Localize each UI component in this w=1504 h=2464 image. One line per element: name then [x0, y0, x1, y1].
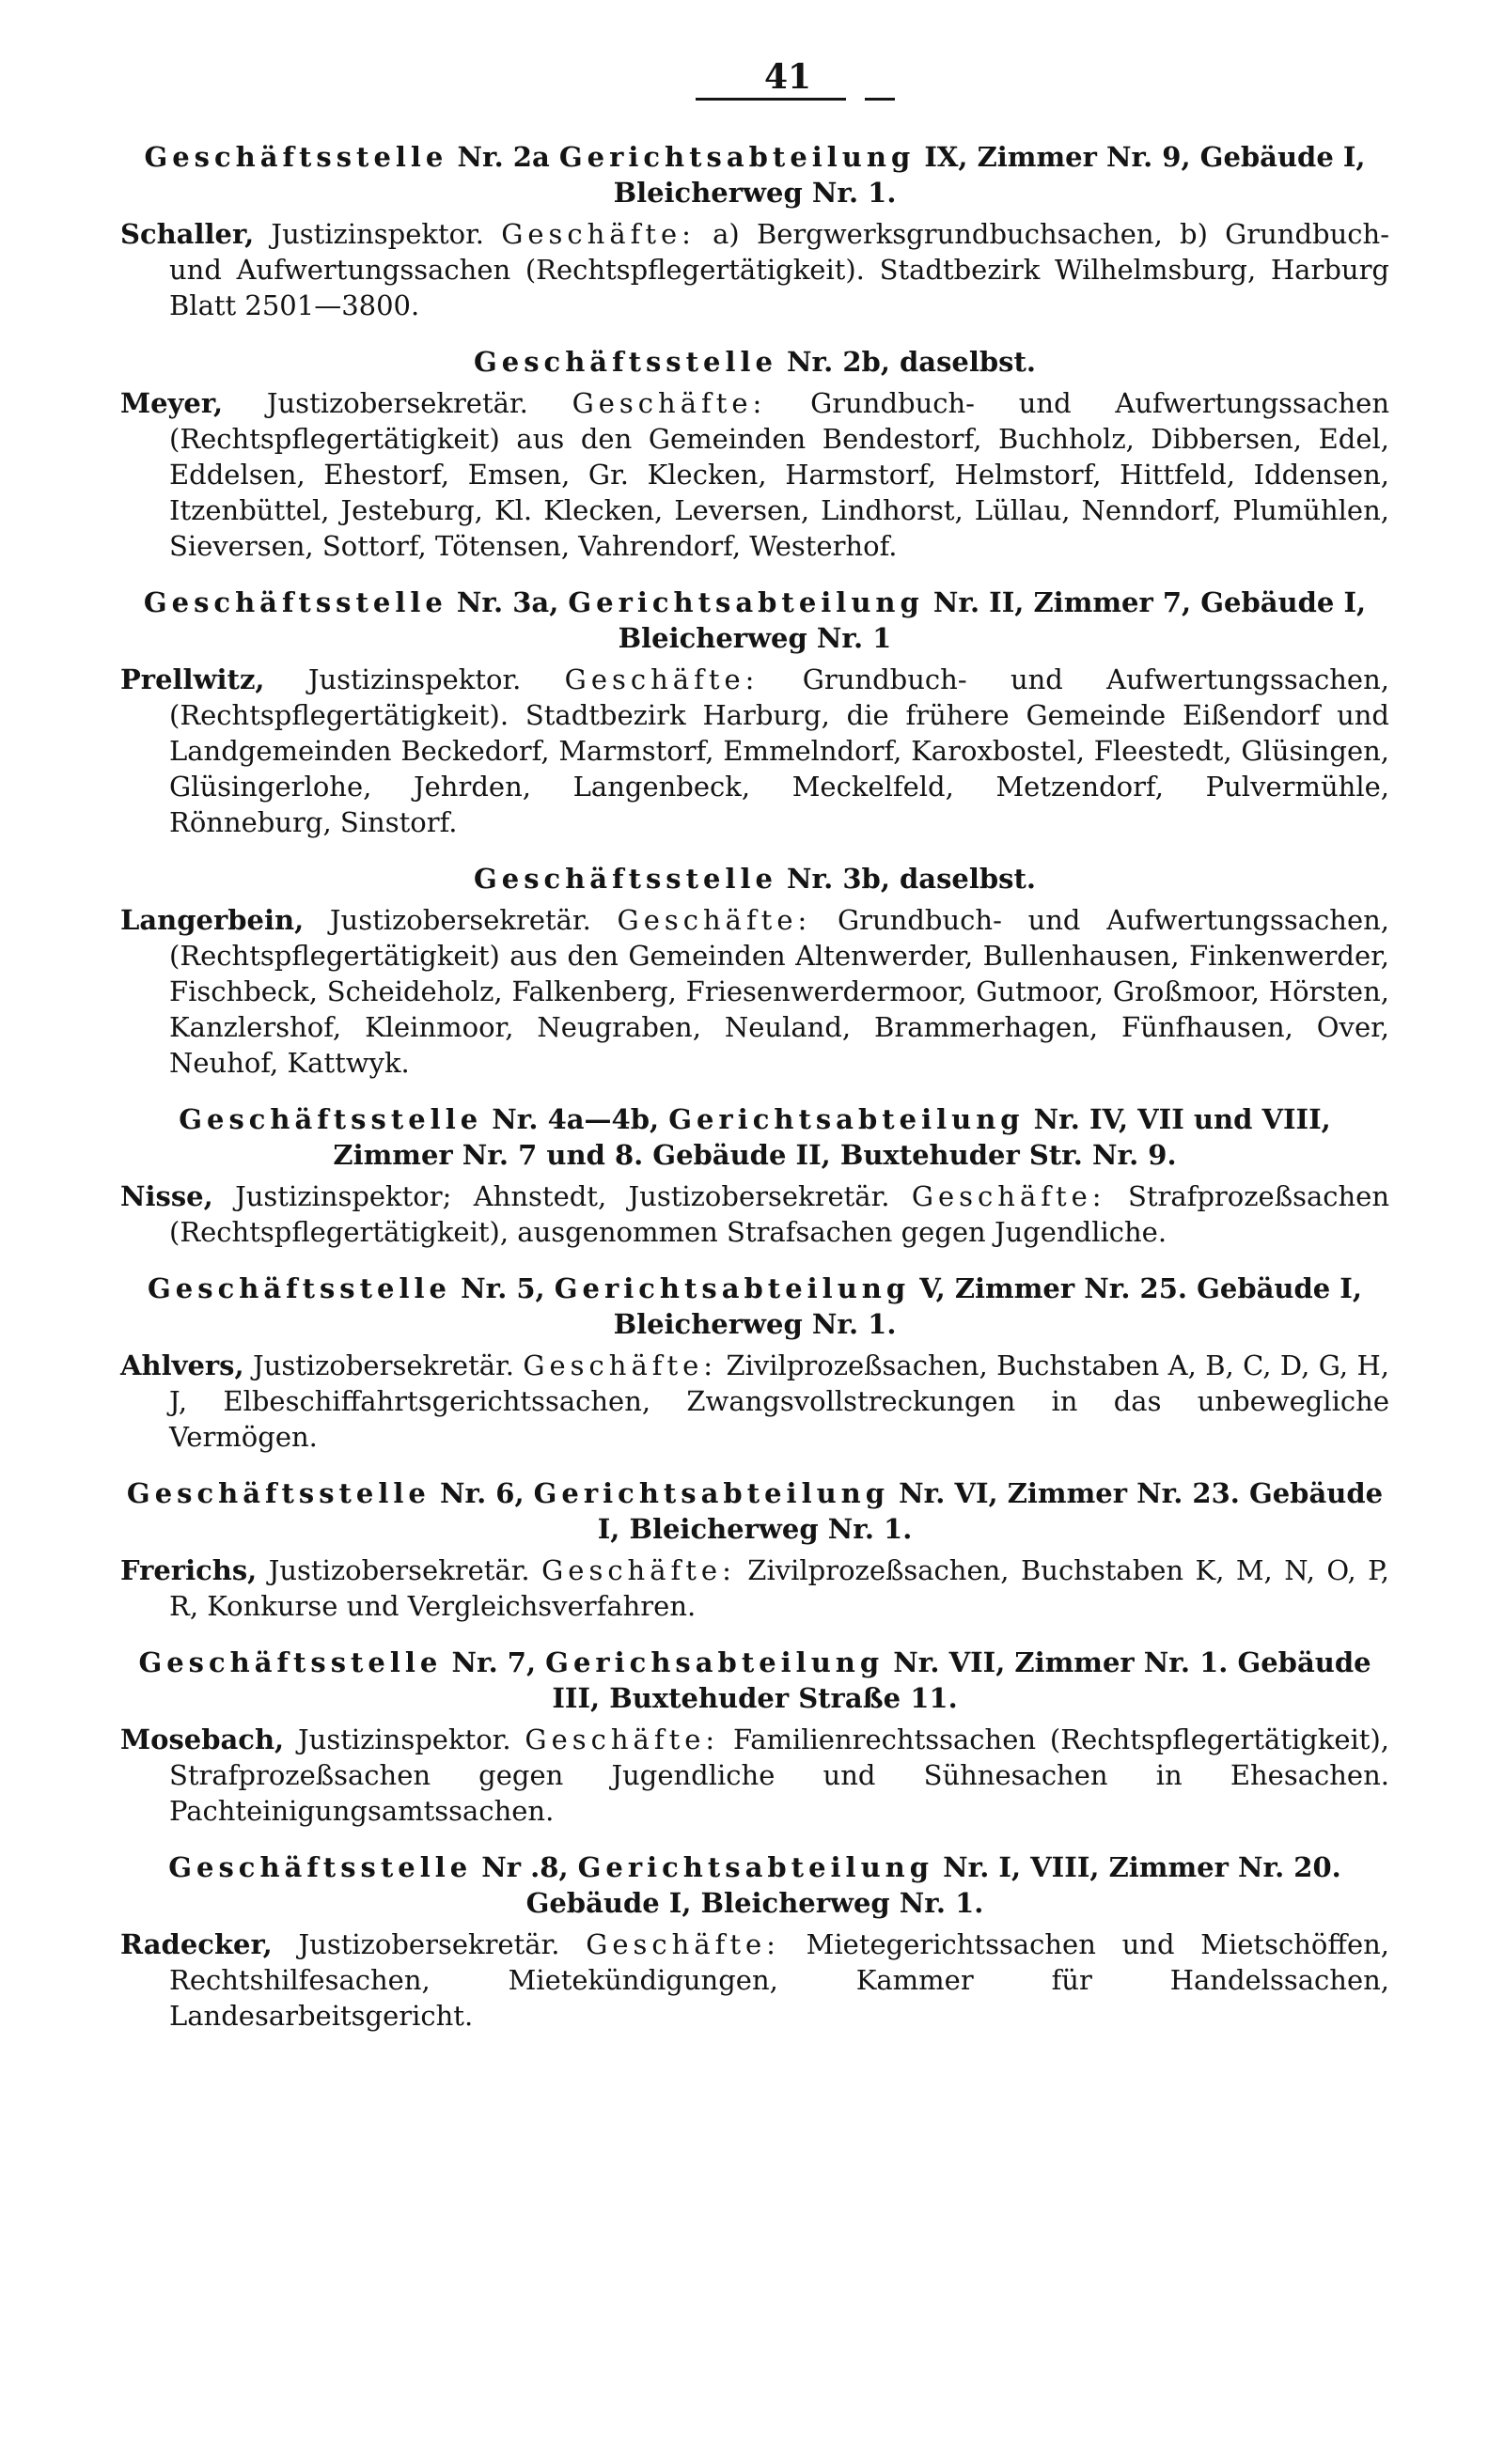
section-heading: [120, 1645, 1389, 1716]
staff-name: Radecker,: [120, 1928, 273, 1960]
section-office-7: [120, 1645, 1389, 1829]
heading-department-label: Gerichsabteilung: [545, 1646, 885, 1678]
heading-location: IX, Zimmer Nr. 9, Gebäude I, Bleicherweg Nr. 1.: [613, 141, 1366, 209]
heading-location: Nr. I, VIII, Zimmer Nr. 20. Gebäude I, Bleicherweg Nr. 1.: [525, 1851, 1341, 1919]
section-heading: [120, 1849, 1389, 1921]
duties-label: Geschäfte:: [586, 1928, 780, 1960]
heading-department-label: Gerichtsabteilung: [554, 1272, 911, 1304]
staff-entry: [120, 662, 1389, 840]
heading-department-label: Gerichtsabteilung: [668, 1103, 1025, 1135]
staff-name: Mosebach,: [120, 1723, 285, 1755]
duties-text: Grundbuch- und Aufwertungssachen, (Rechtspflegertätigkeit) aus den Gemeinden Altenwerder, Bullenhausen, Finkenwerder, Fischbeck, Scheideholz, Falkenberg, Friesenwerdermoor, Gutmoor, Großmoor, Hörsten, Kanzlershof, Kleinmoor, Neugraben, Neuland, Brammerhagen, Fünfhausen, Over, Neuhof, Kattwyk.: [169, 904, 1389, 1079]
heading-location: V, Zimmer Nr. 25. Gebäude I, Bleicherweg Nr. 1.: [613, 1272, 1362, 1340]
header-rule: [696, 98, 846, 101]
staff-entry: [120, 1552, 1389, 1624]
page-number: 41: [763, 57, 812, 97]
heading-location: Nr. VII, Zimmer Nr. 1. Gebäude III, Buxtehuder Straße 11.: [552, 1646, 1371, 1714]
heading-location: Nr. VI, Zimmer Nr. 23. Gebäude I, Bleicherweg Nr. 1.: [597, 1477, 1384, 1545]
section-heading: [120, 344, 1389, 380]
staff-title: Justizinspektor.: [264, 663, 565, 695]
section-office-6: [120, 1475, 1389, 1624]
header-rule-short: [865, 98, 895, 101]
heading-office-label: Geschäftsstelle: [126, 1477, 431, 1509]
section-heading: [120, 585, 1389, 656]
staff-entry: [120, 385, 1389, 564]
duties-text: Zivilprozeßsachen, Buchstaben K, M, N, O, P, R, Konkurse und Vergleichsverfahren.: [169, 1554, 1390, 1622]
duties-label: Geschäfte:: [564, 663, 760, 695]
duties-text: Grundbuch- und Aufwertungssachen, (Rechtspflegertätigkeit). Stadtbezirk Harburg, die frühere Gemeinde Eißendorf und Landgemeinden Beckedorf, Marmstorf, Emmelndorf, Karoxbostel, Fleestedt, Glüsingen, Glüsingerlohe, Jehrden, Langenbeck, Meckelfeld, Metzendorf, Pulvermühle, Rönneburg, Sinstorf.: [169, 663, 1389, 838]
heading-office-label: Geschäftsstelle: [168, 1851, 473, 1883]
heading-office-label: Geschäftsstelle: [148, 1272, 451, 1304]
section-office-3b: [120, 861, 1389, 1081]
heading-office-number: Nr. 7,: [442, 1646, 546, 1678]
section-office-2a: [120, 139, 1389, 323]
heading-office-number: Nr .8,: [472, 1851, 578, 1883]
heading-department-label: Gerichtsabteilung: [577, 1851, 934, 1883]
staff-entry: [120, 1178, 1389, 1250]
staff-title: Justizobersekretär.: [243, 1349, 524, 1381]
staff-entry: [120, 902, 1389, 1081]
duties-text: Zivilprozeßsachen, Buchstaben A, B, C, D, G, H, J, Elbeschiffahrtsgerichtssachen, Zwangsvollstreckungen in das unbewegliche Vermögen.: [169, 1349, 1390, 1453]
staff-entry: [120, 1348, 1389, 1455]
heading-location: Nr. II, Zimmer 7, Gebäude I, Bleicherweg Nr. 1: [618, 586, 1367, 654]
heading-office-number: Nr. 2a: [447, 141, 559, 173]
staff-entry: [120, 1926, 1389, 2034]
section-heading: [120, 1475, 1389, 1547]
duties-label: Geschäfte:: [525, 1723, 720, 1755]
section-office-3a: [120, 585, 1389, 840]
staff-title: Justizinspektor.: [284, 1723, 525, 1755]
section-office-8: [120, 1849, 1389, 2034]
staff-name: Meyer,: [120, 387, 224, 419]
staff-title: Justizobersekretär.: [272, 1928, 587, 1960]
section-office-4a-4b: [120, 1101, 1389, 1250]
staff-entry: [120, 216, 1389, 323]
heading-office-number: Nr. 4a—4b,: [482, 1103, 669, 1135]
duties-label: Geschäfte:: [523, 1349, 718, 1381]
section-heading: [120, 139, 1389, 211]
staff-title: Justizobersekretär.: [223, 387, 572, 419]
heading-office-label: Geschäftsstelle: [474, 863, 777, 895]
staff-title: Justizobersekretär.: [304, 904, 618, 936]
heading-office-number: Nr. 6,: [430, 1477, 534, 1509]
staff-entry: [120, 1722, 1389, 1829]
duties-label: Geschäfte:: [501, 218, 696, 250]
heading-department-label: Gerichtsabteilung: [533, 1477, 890, 1509]
heading-department-label: Gerichtsabteilung: [558, 141, 916, 173]
section-office-2b: [120, 344, 1389, 564]
section-office-5: [120, 1271, 1389, 1455]
staff-name: Langerbein,: [120, 904, 305, 936]
staff-name: Prellwitz,: [120, 663, 265, 695]
heading-office-label: Geschäftsstelle: [144, 141, 448, 173]
heading-office-number: Nr. 2b, daselbst.: [776, 346, 1036, 378]
duties-label: Geschäfte:: [911, 1180, 1106, 1212]
section-heading: [120, 861, 1389, 897]
staff-name: Ahlvers,: [120, 1349, 244, 1381]
section-heading: [120, 1101, 1389, 1173]
duties-label: Geschäfte:: [541, 1554, 736, 1586]
duties-label: Geschäfte:: [617, 904, 812, 936]
page-header: [186, 56, 1389, 98]
staff-title: Justizobersekretär.: [257, 1554, 542, 1586]
staff-name: Schaller,: [120, 218, 255, 250]
duties-text: a) Bergwerksgrundbuchsachen, b) Grundbuch- und Aufwertungssachen (Rechtspflegertätigkeit). Stadtbezirk Wilhelmsburg, Harburg Blatt 2501—3800.: [169, 218, 1389, 321]
staff-name: Nisse,: [120, 1180, 213, 1212]
staff-name: Frerichs,: [120, 1554, 258, 1586]
heading-location: Nr. IV, VII und VIII, Zimmer Nr. 7 und 8. Gebäude II, Buxtehuder Str. Nr. 9.: [333, 1103, 1331, 1171]
heading-office-number: Nr. 3b, daselbst.: [776, 863, 1036, 895]
heading-office-label: Geschäftsstelle: [179, 1103, 483, 1135]
page-text-column: [120, 56, 1389, 2054]
staff-title: Justizinspektor.: [254, 218, 502, 250]
heading-department-label: Gerichtsabteilung: [568, 586, 924, 618]
heading-office-label: Geschäftsstelle: [138, 1646, 443, 1678]
heading-office-number: Nr. 5,: [450, 1272, 555, 1304]
duties-text: Strafprozeßsachen (Rechtspflegertätigkeit), ausgenommen Strafsachen gegen Jugendliche.: [169, 1180, 1389, 1248]
heading-office-label: Geschäftsstelle: [474, 346, 777, 378]
staff-title: Justizinspektor; Ahnstedt, Justizobersekretär.: [212, 1180, 912, 1212]
duties-text: Grundbuch- und Aufwertungssachen (Rechtspflegertätigkeit) aus den Gemeinden Bendestorf, Buchholz, Dibbersen, Edel, Eddelsen, Ehestorf, Emsen, Gr. Klecken, Harmstorf, Helmstorf, Hittfeld, Iddensen, Itzenbüttel, Jesteburg, Kl. Klecken, Leversen, Lindhorst, Lüllau, Nenndorf, Plumühlen, Sieversen, Sottorf, Tötensen, Vahrendorf, Westerhof.: [169, 387, 1389, 562]
heading-office-number: Nr. 3a,: [446, 586, 569, 618]
duties-label: Geschäfte:: [572, 387, 767, 419]
duties-text: Familienrechtssachen (Rechtspflegertätigkeit), Strafprozeßsachen gegen Jugendliche und Sühnesachen in Ehesachen. Pachteinigungsamtssachen.: [169, 1723, 1389, 1827]
section-heading: [120, 1271, 1389, 1342]
heading-office-label: Geschäftsstelle: [143, 586, 447, 618]
duties-text: Mietegerichtssachen und Mietschöffen, Rechtshilfesachen, Mietekündigungen, Kammer für Handelssachen, Landesarbeitsgericht.: [169, 1928, 1389, 2032]
